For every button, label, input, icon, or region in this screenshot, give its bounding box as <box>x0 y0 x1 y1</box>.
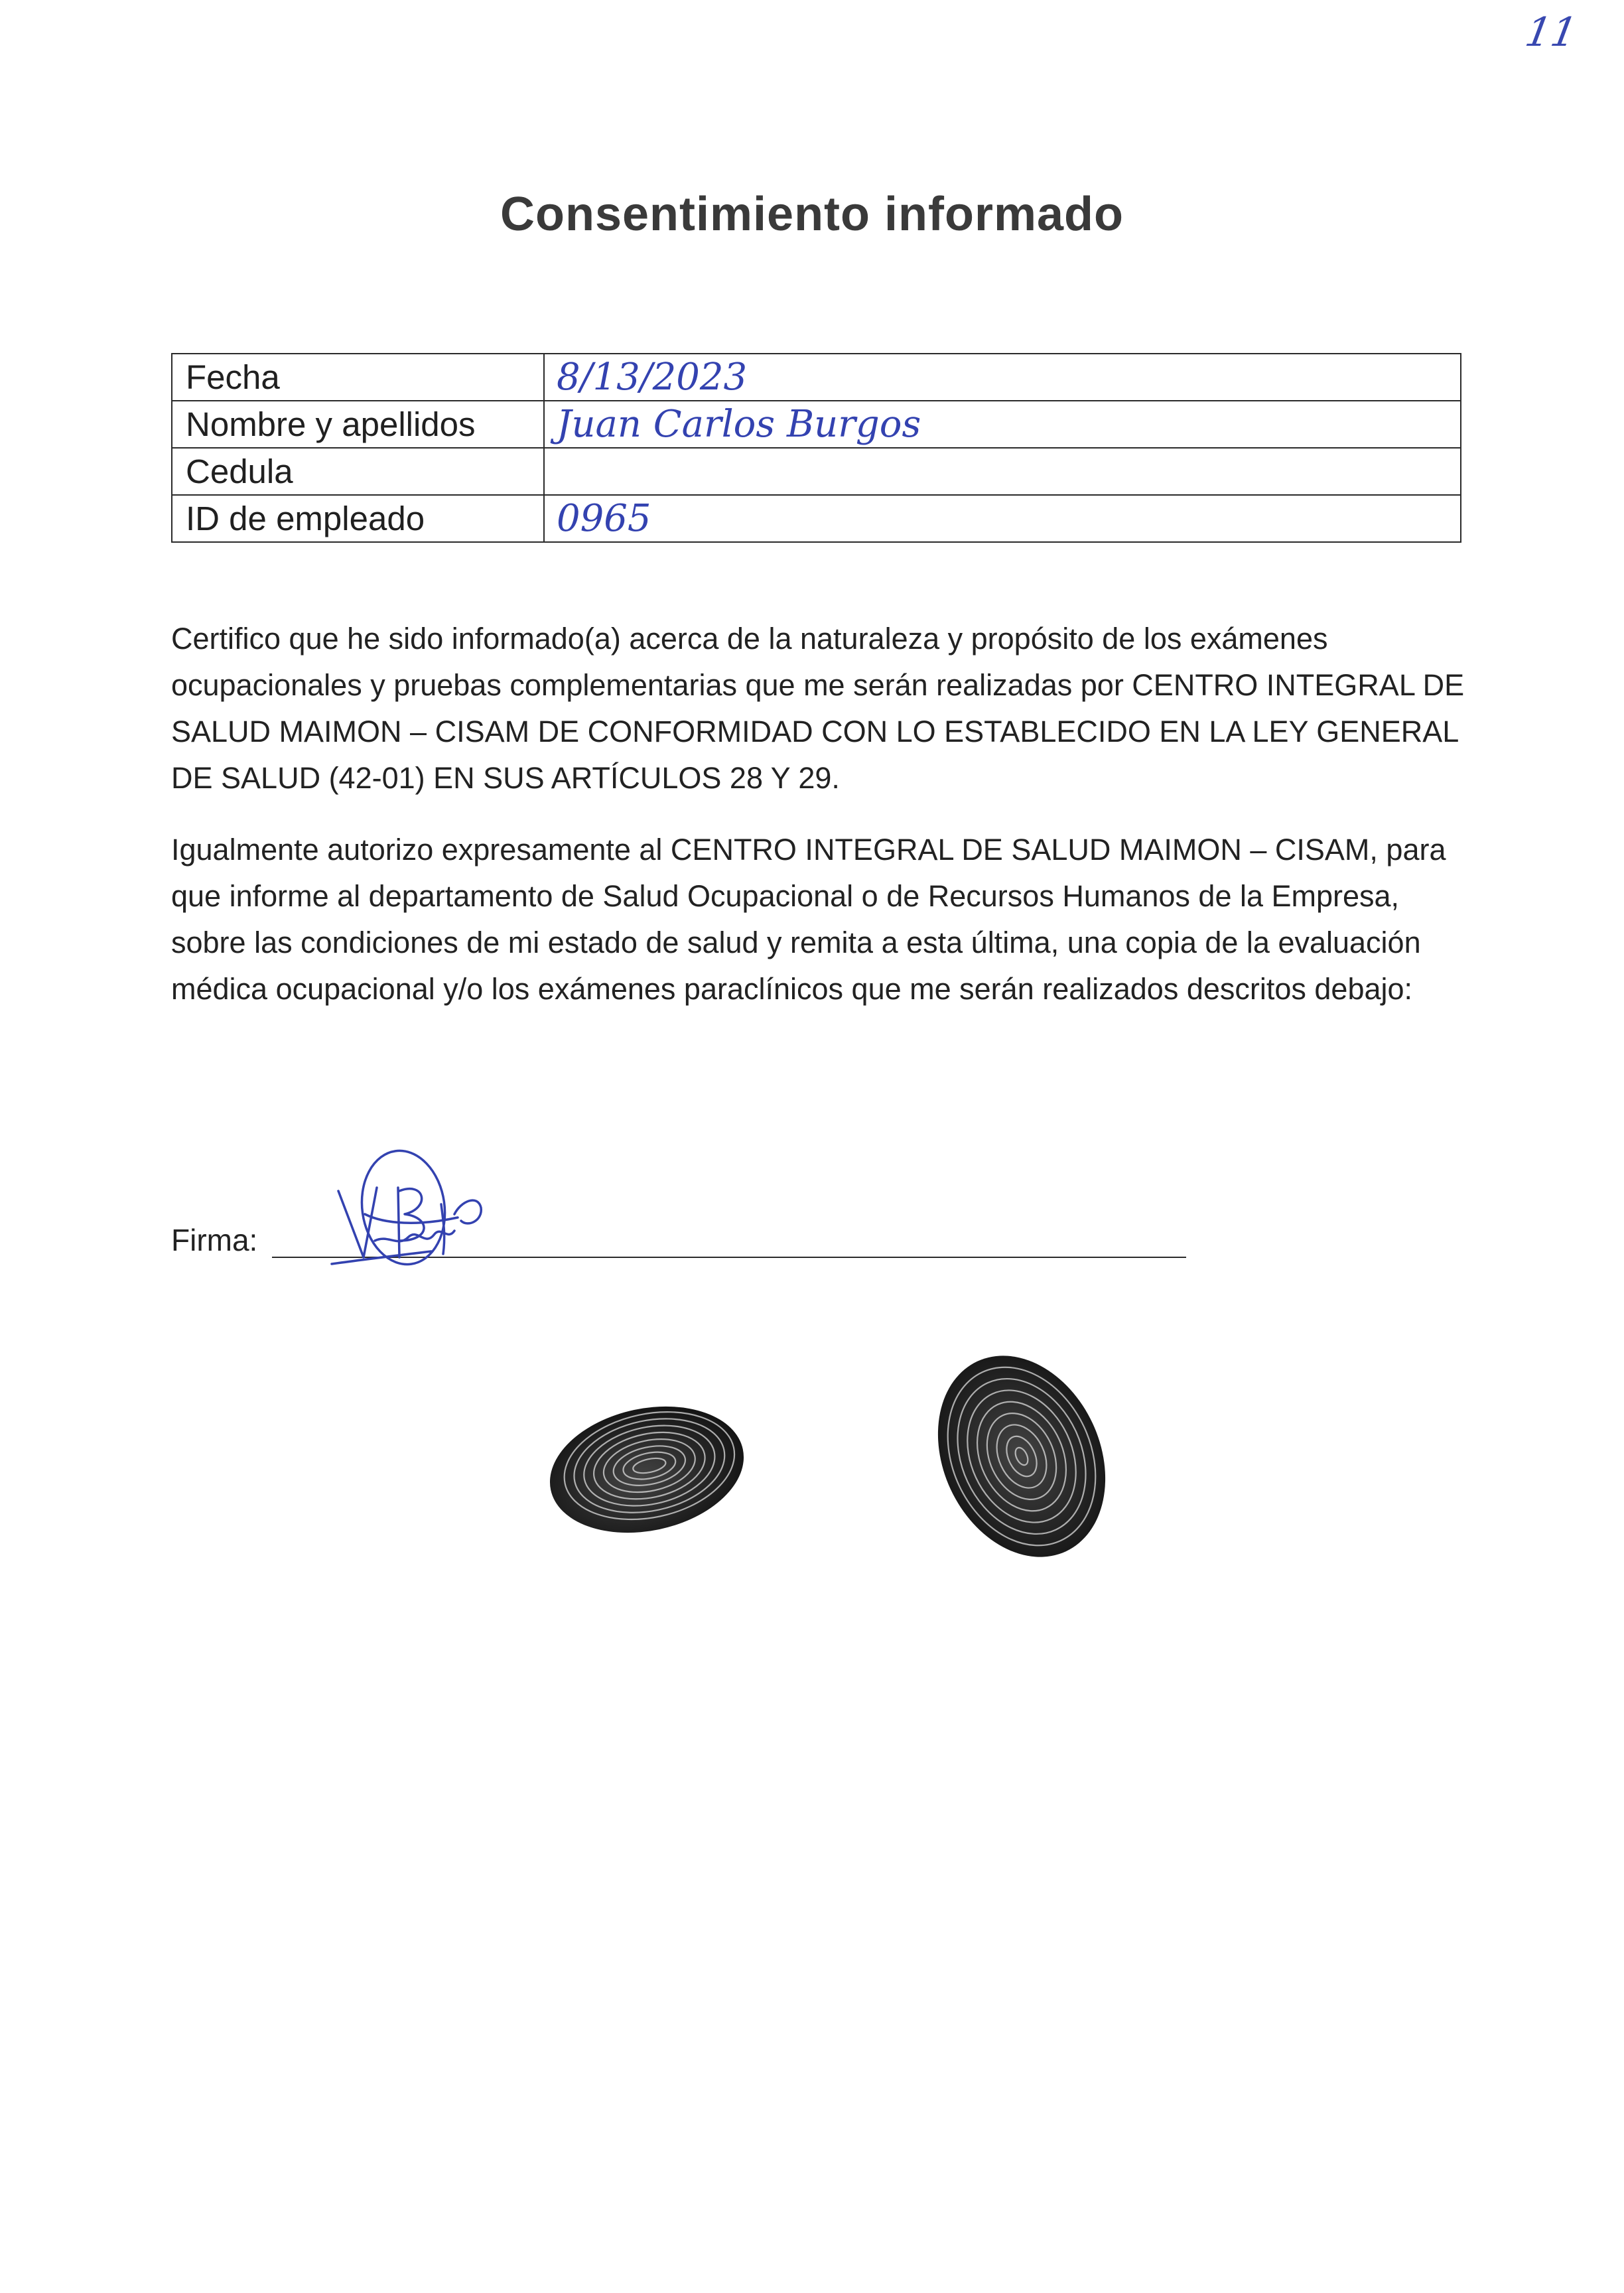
fecha-value: 8/13/2023 <box>544 354 1461 401</box>
handwritten-signature <box>325 1141 498 1294</box>
nombre-label: Nombre y apellidos <box>172 401 544 448</box>
page-number: 11 <box>1521 9 1581 56</box>
table-row <box>172 354 1461 401</box>
fingerprint-right <box>925 1344 1118 1569</box>
table-row <box>172 401 1461 448</box>
cedula-label: Cedula <box>172 448 544 495</box>
fecha-label: Fecha <box>172 354 544 401</box>
id-empleado-label: ID de empleado <box>172 495 544 542</box>
cedula-value <box>544 448 1461 495</box>
id-empleado-value: 0965 <box>544 495 1461 542</box>
consent-paragraph-1: Certifico que he sido informado(a) acerca de la naturaleza y propósito de los exámenes ocupacionales y pruebas complementarias que me serán realizadas por CENTRO INTEGRAL DE SALUD MAIMON – CISAM DE CONFORMIDAD CON LO ESTABLECIDO EN LA LEY GENERAL DE SALUD (42-01) EN SUS ARTÍCULOS 28 Y 29. <box>171 622 1465 795</box>
table-row <box>172 495 1461 542</box>
table-row <box>172 448 1461 495</box>
info-table <box>171 353 1461 543</box>
document-title: Consentimiento informado <box>500 188 1124 241</box>
firma-label: Firma: <box>171 1223 258 1257</box>
fingerprint-left <box>541 1393 753 1546</box>
consent-paragraph-2: Igualmente autorizo expresamente al CENTRO INTEGRAL DE SALUD MAIMON – CISAM, para que informe al departamento de Salud Ocupacional o de Recursos Humanos de la Empresa, sobre las condiciones de mi estado de salud y remita a esta última, una copia de la evaluación médica ocupacional y/o los exámenes paraclínicos que me serán realizados descritos debajo: <box>171 833 1446 1006</box>
nombre-value: Juan Carlos Burgos <box>544 401 1461 448</box>
